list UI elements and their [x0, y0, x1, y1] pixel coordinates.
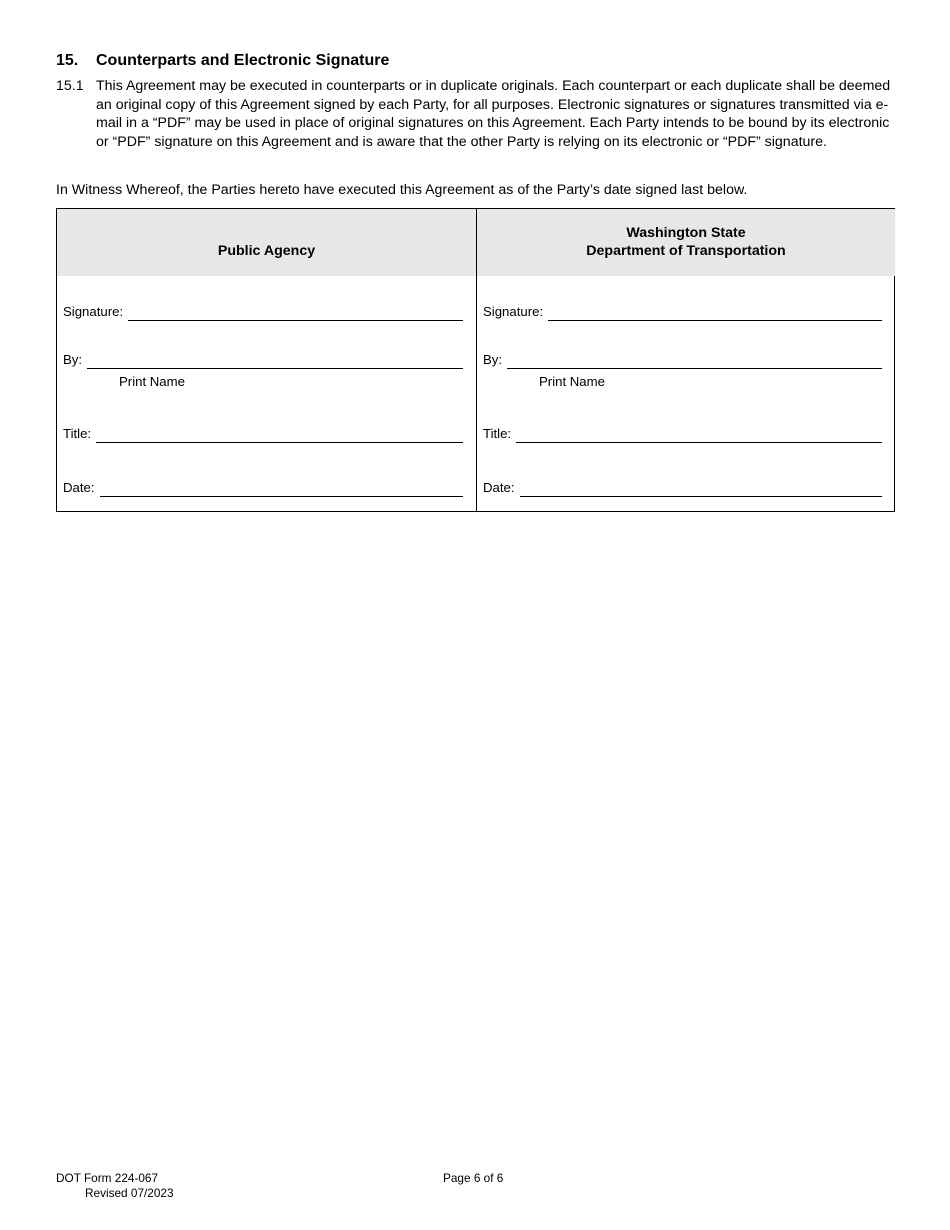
title-label: Title:: [63, 426, 92, 441]
wsdot-title-field: [483, 427, 882, 441]
wsdot-by-line[interactable]: [507, 354, 882, 369]
print-name-caption: Print Name: [119, 374, 185, 389]
signature-table: [56, 208, 895, 512]
wsdot-signature-field: [483, 305, 882, 319]
public-agency-title-line[interactable]: [96, 428, 463, 443]
wsdot-date-line[interactable]: [520, 482, 882, 497]
wsdot-signature-line[interactable]: [548, 306, 882, 321]
form-number: DOT Form 224-067: [56, 1171, 159, 1185]
title-label: Title:: [483, 426, 512, 441]
print-name-caption: Print Name: [539, 374, 605, 389]
section-heading: [56, 52, 389, 70]
clause-number: 15.1: [56, 78, 84, 94]
revision-date: Revised 07/2023: [85, 1185, 174, 1200]
page-number: Page 6 of 6: [443, 1171, 504, 1185]
public-agency-header: [57, 209, 476, 276]
public-agency-signature-line[interactable]: [128, 306, 463, 321]
public-agency-title-field: [63, 427, 463, 441]
by-label: By:: [63, 352, 83, 367]
witness-statement: In Witness Whereof, the Parties hereto have executed this Agreement as of the Party’s date signed last below.: [56, 182, 748, 198]
wsdot-date-field: [483, 481, 882, 495]
date-label: Date:: [483, 480, 515, 495]
clause-text: This Agreement may be executed in counterparts or in duplicate originals. Each counterpart or each duplicate shall be deemed an original copy of this Agreement signed by each Party, for all purposes. Electronic signatures or signatures transmitted via e-mail in a “PDF” may be used in place of original signatures on this Agreement. Each Party intends to be bound by its electronic or “PDF” signature on this Agreement and is aware that the other Party is relying on its electronic or “PDF” signature.: [96, 78, 891, 150]
section-number: 15.: [56, 52, 79, 69]
wsdot-column: [476, 209, 895, 511]
public-agency-by-field: [63, 353, 463, 367]
public-agency-by-line[interactable]: [87, 354, 463, 369]
date-label: Date:: [63, 480, 95, 495]
wsdot-by-field: [483, 353, 882, 367]
wsdot-header-line1: Washington State: [626, 225, 746, 241]
public-agency-header-line2: Public Agency: [217, 243, 316, 259]
footer-form-info: [56, 1171, 174, 1200]
wsdot-header: [477, 209, 895, 276]
public-agency-date-line[interactable]: [100, 482, 463, 497]
section-title: Counterparts and Electronic Signature: [96, 52, 390, 69]
clause-15-1: [56, 77, 896, 151]
by-label: By:: [483, 352, 503, 367]
wsdot-title-line[interactable]: [516, 428, 882, 443]
signature-label: Signature:: [63, 304, 124, 319]
public-agency-column: [57, 209, 476, 511]
public-agency-signature-field: [63, 305, 463, 319]
signature-label: Signature:: [483, 304, 544, 319]
public-agency-date-field: [63, 481, 463, 495]
wsdot-header-line2: Department of Transportation: [586, 243, 786, 259]
